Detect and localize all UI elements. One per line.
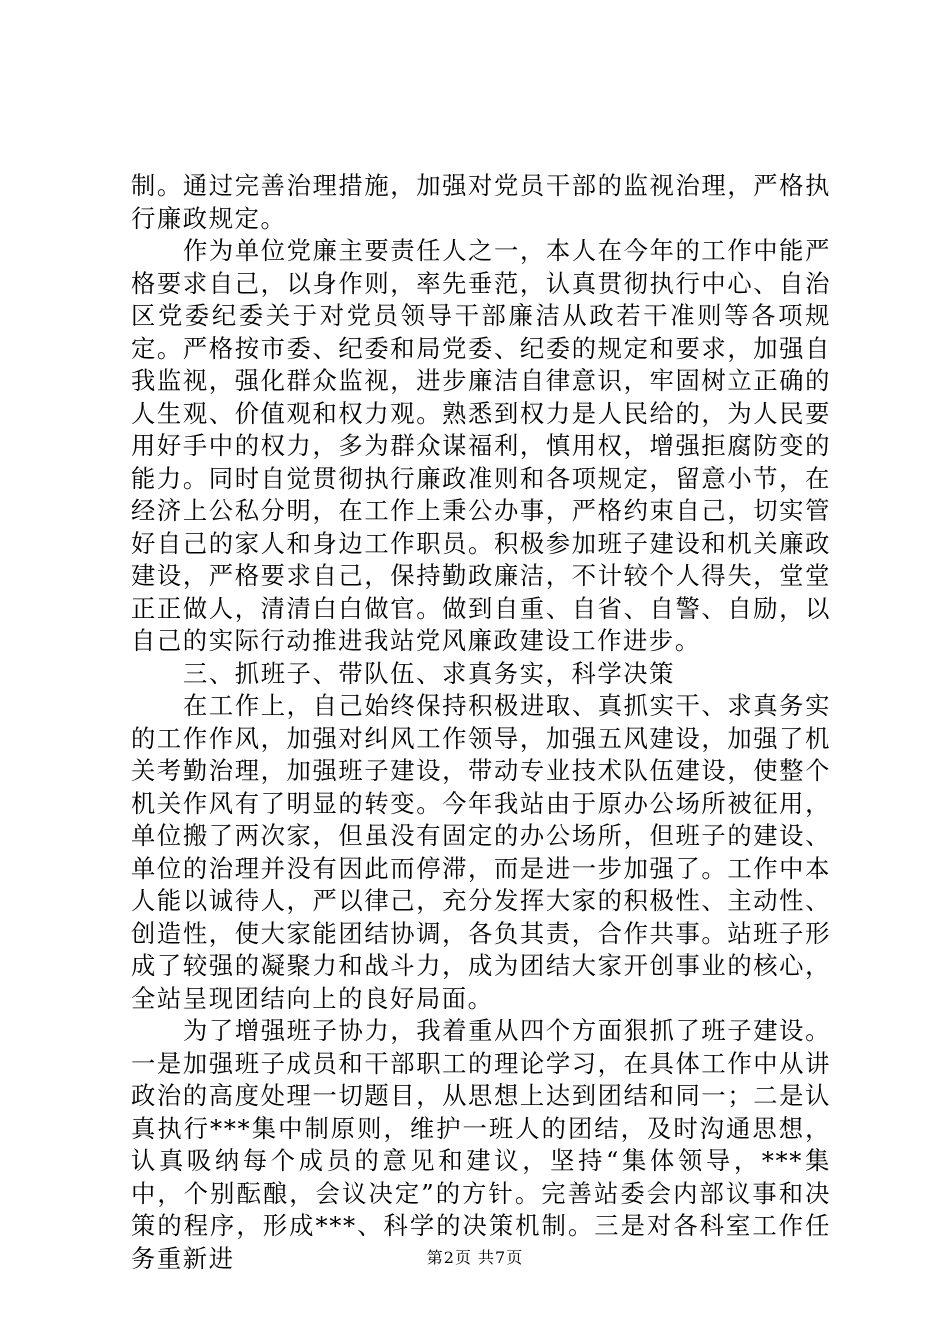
document-body <box>131 170 831 1275</box>
paragraph-continuation: 制。通过完善治理措施，加强对党员干部的监视治理，严格执行廉政规定。 <box>131 171 831 233</box>
paragraph-work-style: 在工作上，自己始终保持积极进取、真抓实干、求真务实的工作作风，加强对纠风工作领导，加强五风建设，加强了机关考勤治理，加强班子建设，带动专业技术队伍建设，使整个机关作风有了明显的转变。今年我站由于原办公场所被征用，单位搬了两次家，但虽没有固定的办公场所，但班子的建设、单位的治理并没有因此而停滞，而是进一步加强了。工作中本人能以诚待人，严以律己，充分发挥大家的积极性、主动性、创造性，使大家能团结协调，各负其责，合作共事。站班子形成了较强的凝聚力和战斗力，成为团结大家开创事业的核心，全站呈现团结向上的良好局面。 <box>131 691 831 1013</box>
section-heading-three: 三、抓班子、带队伍、求真务实，科学决策 <box>183 658 676 688</box>
page-footer: 第2页 共7页 <box>426 1248 524 1267</box>
paragraph-team-building: 为了增强班子协力，我着重从四个方面狠抓了班子建设。一是加强班子成员和干部职工的理论学习，在具体工作中从讲政治的高度处理一切题目，从思想上达到团结和同一；二是认真执行***集中制原则，维护一班人的团结，及时沟通思想，认真吸纳每个成员的意见和建议，坚持“集体领导，***集中，个别酝酿，会议决定”的方针。完善站委会内部议事和决策的程序，形成***、科学的决策机制。三是对各科室工作任务重新进 <box>131 1016 831 1273</box>
paragraph-integrity-responsibility: 作为单位党廉主要责任人之一，本人在今年的工作中能严格要求自己，以身作则，率先垂范，认真贯彻执行中心、自治区党委纪委关于对党员领导干部廉洁从政若干准则等各项规定。严格按市委、纪委和局党委、纪委的规定和要求，加强自我监视，强化群众监视，进步廉洁自律意识，牢固树立正确的人生观、价值观和权力观。熟悉到权力是人民给的，为人民要用好手中的权力，多为群众谋福利，慎用权，增强拒腐防变的能力。同时自觉贯彻执行廉政准则和各项规定，留意小节，在经济上公私分明，在工作上秉公办事，严格约束自己，切实管好自己的家人和身边工作职员。积极参加班子建设和机关廉政建设，严格要求自己，保持勤政廉洁，不计较个人得失，堂堂正正做人，清清白白做官。做到自重、自省、自警、自励，以自己的实际行动推进我站党风廉政建设工作进步。 <box>131 236 831 655</box>
